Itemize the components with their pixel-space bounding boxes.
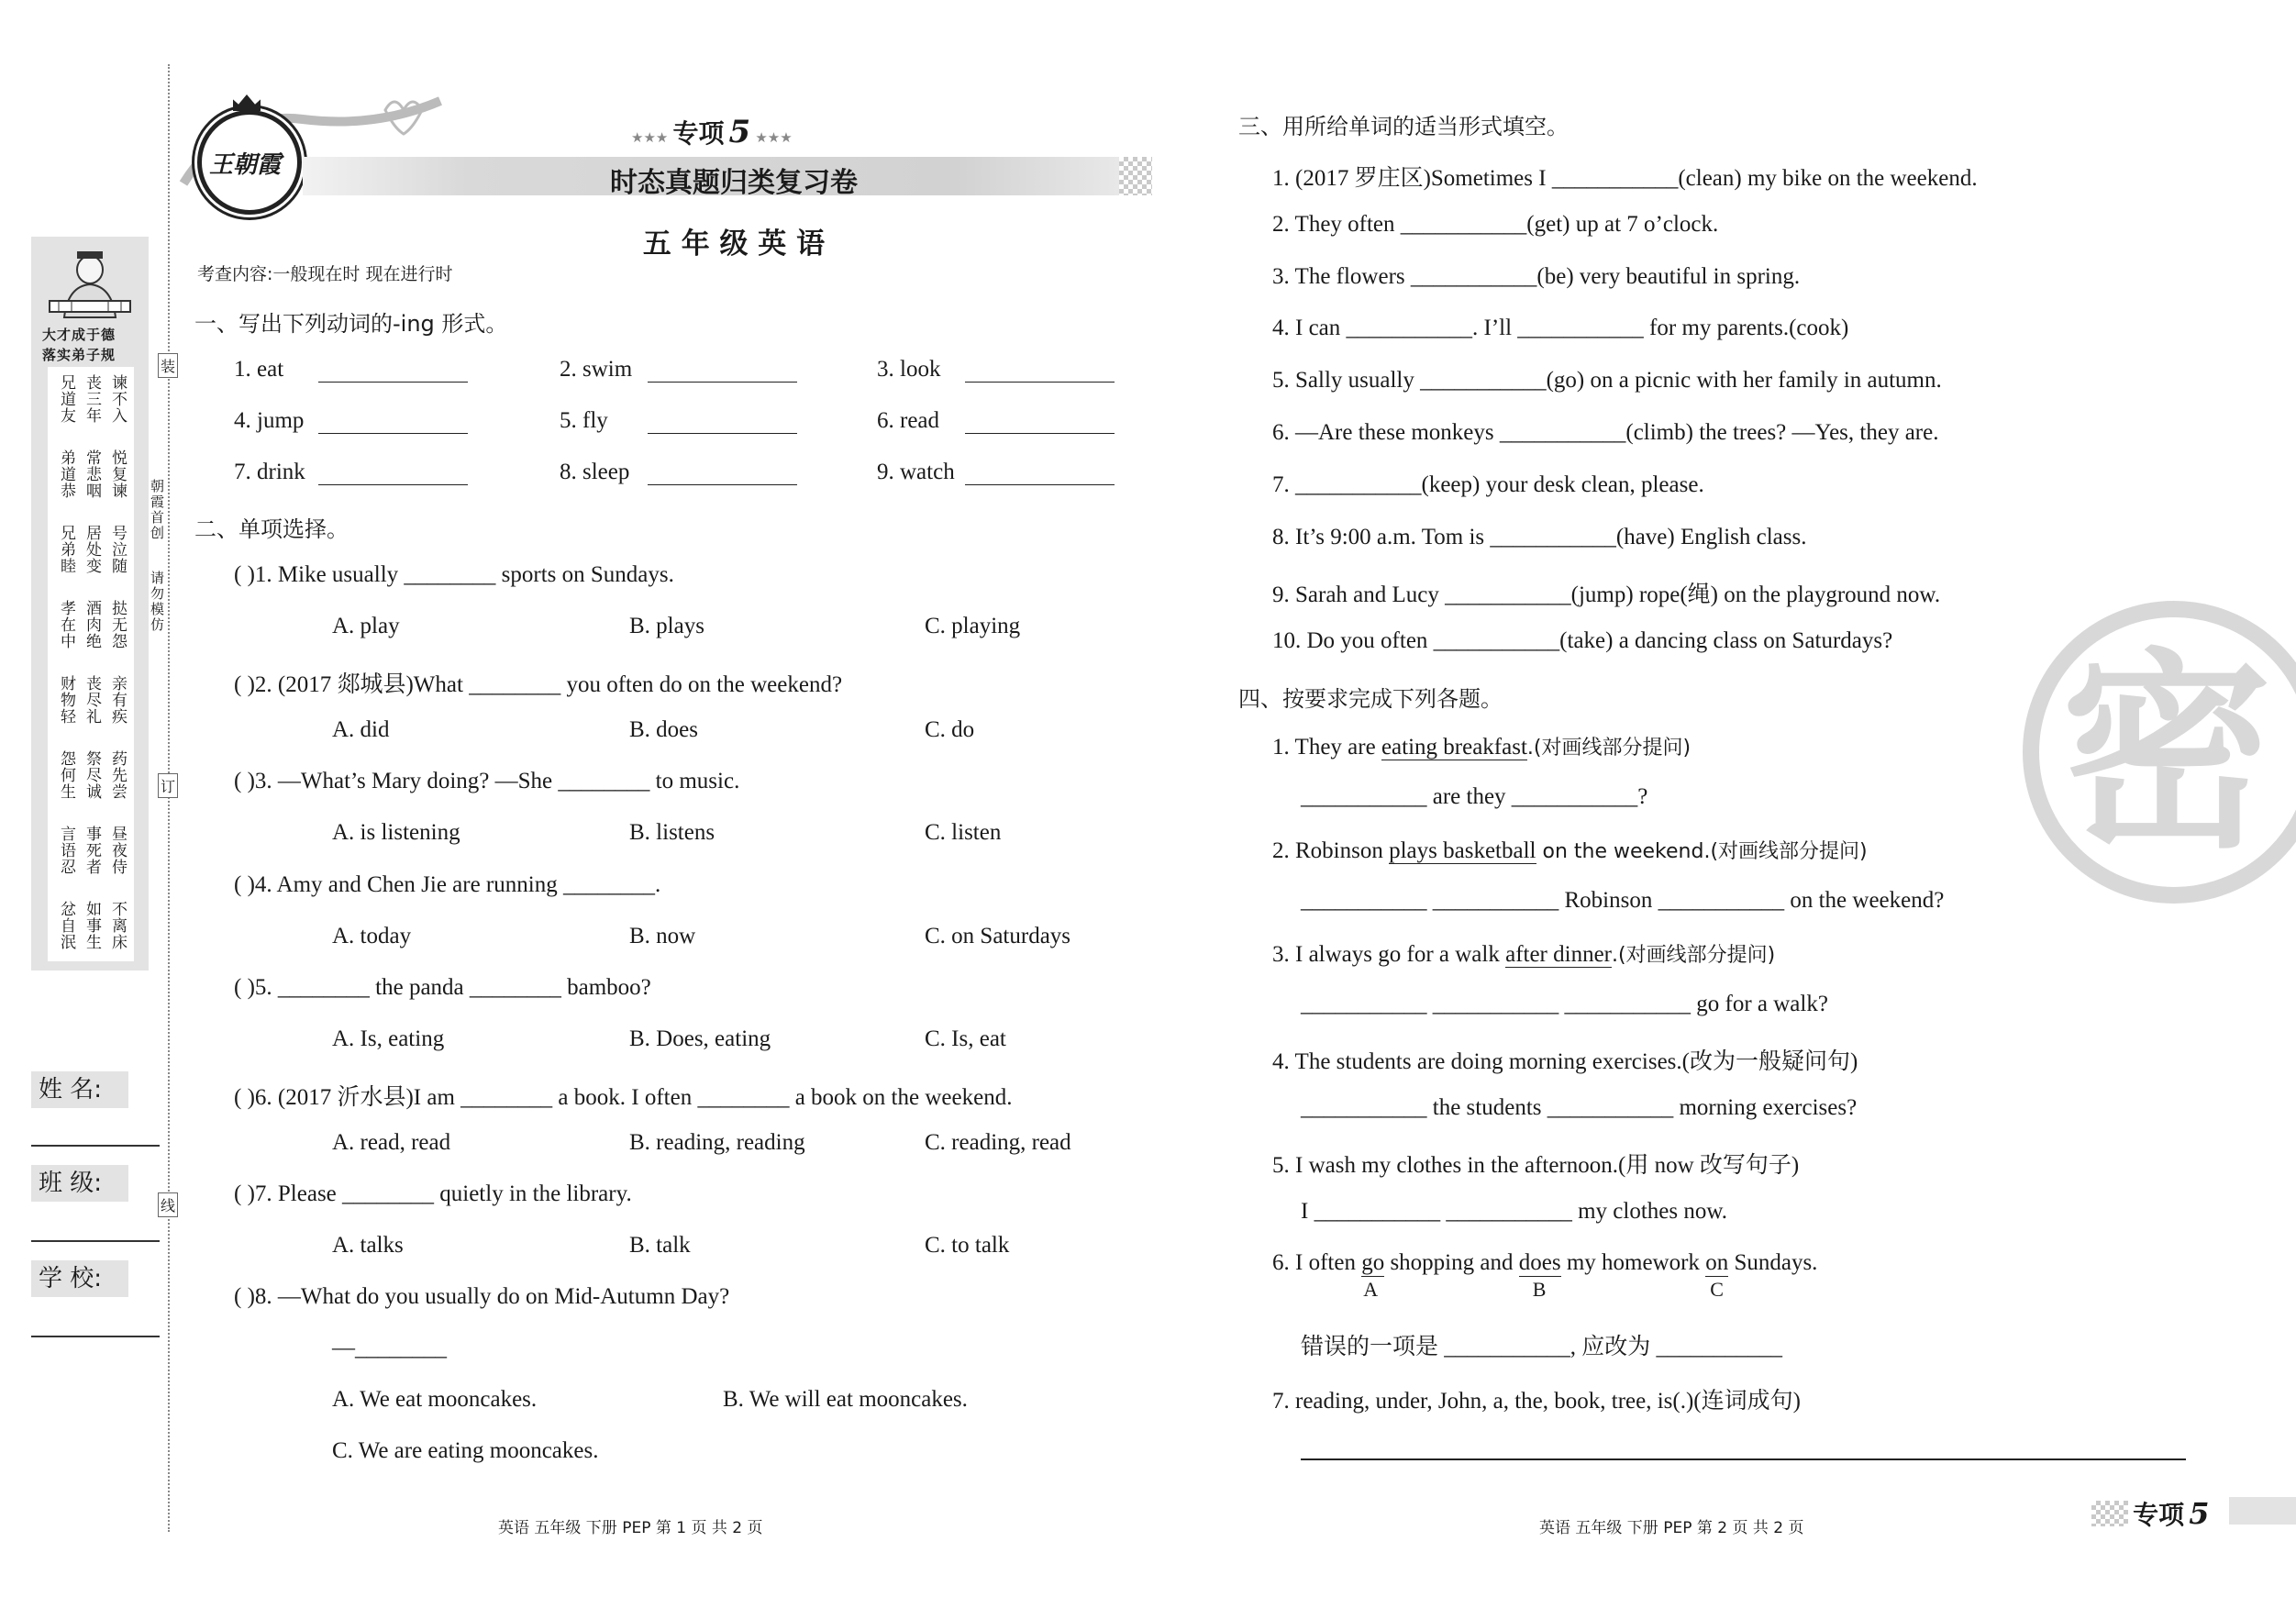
mc-option-b[interactable]: B. listens xyxy=(629,820,715,845)
s4-q6-word-b: does B xyxy=(1518,1250,1561,1301)
mc-option-c[interactable]: C. on Saturdays xyxy=(925,923,1071,948)
mc-option-a[interactable]: A. Is, eating xyxy=(332,1026,445,1051)
s4-q6-answer[interactable]: 错误的一项是 ___________, 应改为 ___________ xyxy=(1301,1335,1783,1359)
fill-blank-item[interactable]: 10. Do you often ___________(take) a dancing class on Saturdays? xyxy=(1272,628,1893,654)
mc-option-a[interactable]: A. is listening xyxy=(332,820,460,845)
ing-answer-blank[interactable] xyxy=(318,484,468,485)
copyright-note-1: 朝霞首创 xyxy=(149,479,165,541)
poem-column: 亲有疾 xyxy=(108,675,127,725)
motto-line-2: 落实弟子规 xyxy=(42,347,116,363)
ing-answer-blank[interactable] xyxy=(965,484,1115,485)
ing-answer-blank[interactable] xyxy=(318,433,468,434)
footer-tag xyxy=(2091,1495,2209,1532)
mc-option-a[interactable]: A. read, read xyxy=(332,1129,451,1155)
footer-right: 英语 五年级 下册 PEP 第 2 页 共 2 页 xyxy=(1539,1519,1804,1537)
poem-column: 居处变 xyxy=(83,525,101,574)
s4-q3: 3. I always go for a walk after dinner.(对画线部分提问) xyxy=(1272,942,1776,967)
poem-column: 号泣随 xyxy=(108,525,127,574)
ing-item-label: 8. sleep xyxy=(560,460,630,484)
s4-q6: 6. I often go A shopping and does B my homework on C Sundays. xyxy=(1272,1250,1818,1301)
fill-blank-item[interactable]: 4. I can ___________. I’ll ___________ for my parents.(cook) xyxy=(1272,316,1849,341)
mc-option-c[interactable]: C. do xyxy=(925,716,975,742)
mc-question-stem: ( )6. (2017 沂水县)I am ________ a book. I often ________ a book on the weekend. xyxy=(234,1084,1013,1110)
s4-q6-word-c: on C xyxy=(1705,1250,1729,1301)
mc-question-stem: ( )7. Please ________ quietly in the library. xyxy=(234,1181,632,1206)
cut-mark-mid: 订 xyxy=(158,773,178,798)
s4-q6-word-a: go A xyxy=(1361,1250,1385,1301)
ing-item-label: 7. drink xyxy=(234,460,305,484)
poem-column: 财物轻 xyxy=(57,675,75,725)
school-label: 学 校: xyxy=(31,1260,128,1297)
poem-column: 弟道恭 xyxy=(57,449,75,499)
mc-option-b[interactable]: B. Does, eating xyxy=(629,1026,771,1051)
q8-option-b[interactable]: B. We will eat mooncakes. xyxy=(723,1387,968,1412)
mc-question-stem: ( )5. ________ the panda ________ bamboo? xyxy=(234,975,651,1000)
class-label: 班 级: xyxy=(31,1165,128,1202)
s4-q3-answer[interactable]: ___________ ___________ ___________ go for a walk? xyxy=(1301,992,1828,1016)
class-field[interactable] xyxy=(31,1240,160,1242)
mc-option-c[interactable]: C. listen xyxy=(925,820,1002,845)
poem-column: 事死者 xyxy=(83,826,101,875)
fill-blank-item[interactable]: 8. It’s 9:00 a.m. Tom is ___________(have) English class. xyxy=(1272,524,1807,549)
poem-column: 悦复谏 xyxy=(108,449,127,499)
watermark-seal xyxy=(2023,601,2296,904)
banner-pattern xyxy=(1119,157,1152,195)
watermark-glyph: 密 xyxy=(2061,632,2273,877)
mc-option-b[interactable]: B. reading, reading xyxy=(629,1129,805,1155)
stars-right-icon: ★★★ xyxy=(755,129,793,146)
poem-column: 挞无怨 xyxy=(108,600,127,649)
mc-question-stem: ( )1. Mike usually ________ sports on Sundays. xyxy=(234,562,674,587)
stars-left-icon: ★★★ xyxy=(631,129,669,146)
ing-answer-blank[interactable] xyxy=(318,382,468,383)
mc-option-b[interactable]: B. does xyxy=(629,716,698,742)
ing-answer-blank[interactable] xyxy=(965,433,1115,434)
s4-q2: 2. Robinson plays basketball on the weekend.(对画线部分提问) xyxy=(1272,838,1868,863)
section3-heading: 三、用所给单词的适当形式填空。 xyxy=(1238,114,1569,139)
footer-tag-pattern xyxy=(2091,1501,2128,1526)
mc-question-stem: ( )3. —What’s Mary doing? —She ________ to music. xyxy=(234,769,740,793)
brand-logo xyxy=(197,110,302,215)
s4-q2-answer[interactable]: ___________ ___________ Robinson ___________ on the weekend? xyxy=(1301,888,1945,913)
footer-left: 英语 五年级 下册 PEP 第 1 页 共 2 页 xyxy=(498,1519,763,1537)
school-field[interactable] xyxy=(31,1336,160,1337)
poem-column: 药先尝 xyxy=(108,750,127,800)
s4-q1: 1. They are eating breakfast.(对画线部分提问) xyxy=(1272,735,1691,760)
scholar-figure-icon xyxy=(31,244,149,327)
mc-question-stem: ( )4. Amy and Chen Jie are running ________. xyxy=(234,871,661,897)
poem-column: 兄道友 xyxy=(57,374,75,424)
poem-column: 不离床 xyxy=(108,901,127,950)
mc-option-a[interactable]: A. play xyxy=(332,614,400,638)
s4-q2-underlined: plays basketball xyxy=(1389,838,1536,863)
fill-blank-item[interactable]: 3. The flowers ___________(be) very beautiful in spring. xyxy=(1272,263,1801,289)
poem-column: 如事生 xyxy=(83,901,101,950)
s4-q4-answer[interactable]: ___________ the students ___________ morning exercises? xyxy=(1301,1095,1858,1120)
mc-option-b[interactable]: B. now xyxy=(629,923,696,948)
ing-answer-blank[interactable] xyxy=(648,433,797,434)
poem-column: 昼夜侍 xyxy=(108,826,127,875)
ing-item-label: 9. watch xyxy=(877,460,955,484)
copyright-note-2: 请勿模仿 xyxy=(149,571,165,633)
footer-tag-label: 专项 xyxy=(2133,1500,2185,1530)
ing-item-label: 3. look xyxy=(877,357,941,382)
s4-q3-underlined: after dinner xyxy=(1505,942,1612,967)
poem-column: 常悲咽 xyxy=(83,449,101,499)
fill-blank-item[interactable]: 7. ___________(keep) your desk clean, please. xyxy=(1272,471,1704,497)
ing-item-label: 5. fly xyxy=(560,408,608,433)
s4-q1-answer[interactable]: ___________ are they ___________? xyxy=(1301,784,1648,809)
ing-answer-blank[interactable] xyxy=(648,484,797,485)
mc-option-c[interactable]: C. playing xyxy=(925,614,1021,638)
section1-heading: 一、写出下列动词的-ing 形式。 xyxy=(194,311,508,337)
mc-option-a[interactable]: A. today xyxy=(332,923,412,948)
poem-column: 酒肉绝 xyxy=(83,600,101,649)
section2-heading: 二、单项选择。 xyxy=(194,516,349,542)
fill-blank-item[interactable]: 5. Sally usually ___________(go) on a picnic with her family in autumn. xyxy=(1272,368,1942,394)
poem-column: 言语忍 xyxy=(57,826,75,875)
poem-column: 孝在中 xyxy=(57,600,75,649)
page-title: 时态真题归类复习卷 xyxy=(610,167,858,199)
poem-column: 丧三年 xyxy=(83,374,101,424)
name-label: 姓 名: xyxy=(31,1071,128,1108)
s4-q7: 7. reading, under, John, a, the, book, tree, is(.)(连词成句) xyxy=(1272,1389,1801,1414)
logo-text: 王朝霞 xyxy=(209,151,282,179)
binding-dotted-line xyxy=(168,64,170,1532)
mc-option-c[interactable]: C. to talk xyxy=(925,1233,1010,1258)
mc-option-c[interactable]: C. reading, read xyxy=(925,1129,1071,1155)
s4-q5-answer[interactable]: I ___________ ___________ my clothes now. xyxy=(1301,1199,1728,1224)
s4-q5: 5. I wash my clothes in the afternoon.(用 now 改写句子) xyxy=(1272,1153,1800,1178)
cut-mark-bottom: 线 xyxy=(158,1192,178,1217)
mc-option-c[interactable]: C. Is, eat xyxy=(925,1026,1006,1051)
name-field[interactable] xyxy=(31,1145,160,1147)
poem-column: 忿自泯 xyxy=(57,901,75,950)
poem-column: 谏不入 xyxy=(108,374,127,424)
section4-heading: 四、按要求完成下列各题。 xyxy=(1238,686,1503,712)
special-badge xyxy=(631,114,793,150)
subject-title: 五 年 级 英 语 xyxy=(642,227,826,261)
poem-column: 丧尽礼 xyxy=(83,675,101,725)
q8-answer-line[interactable]: —________ xyxy=(332,1336,447,1360)
s4-q7-answer-line[interactable] xyxy=(1301,1458,2186,1460)
poem-column: 怨何生 xyxy=(57,750,75,800)
s4-q1-underlined: eating breakfast xyxy=(1381,735,1527,760)
special-number: 5 xyxy=(728,114,751,150)
ing-item-label: 6. read xyxy=(877,408,940,433)
ing-answer-blank[interactable] xyxy=(965,382,1115,383)
footer-tag-bar xyxy=(2229,1497,2296,1525)
q8-option-c[interactable]: C. We are eating mooncakes. xyxy=(332,1438,599,1463)
q8-option-a[interactable]: A. We eat mooncakes. xyxy=(332,1387,538,1412)
s4-q4: 4. The students are doing morning exercises.(改为一般疑问句) xyxy=(1272,1049,1858,1074)
poem-column: 兄弟睦 xyxy=(57,525,75,574)
fill-blank-item[interactable]: 1. (2017 罗庄区)Sometimes I ___________(clean) my bike on the weekend. xyxy=(1272,166,1978,191)
q8-stem: ( )8. —What do you usually do on Mid-Autumn Day? xyxy=(234,1284,730,1309)
fill-blank-item[interactable]: 6. —Are these monkeys ___________(climb) the trees? —Yes, they are. xyxy=(1272,420,1939,445)
mc-question-stem: ( )2. (2017 郯城县)What ________ you often do on the weekend? xyxy=(234,671,843,697)
mc-option-a[interactable]: A. did xyxy=(332,716,390,742)
ing-answer-blank[interactable] xyxy=(648,382,797,383)
mc-option-b[interactable]: B. talk xyxy=(629,1233,691,1258)
mc-option-b[interactable]: B. plays xyxy=(629,614,704,638)
ing-item-label: 1. eat xyxy=(234,357,284,382)
mc-option-a[interactable]: A. talks xyxy=(332,1233,404,1258)
fill-blank-item[interactable]: 9. Sarah and Lucy ___________(jump) rope(绳) on the playground now. xyxy=(1272,582,1941,608)
ing-item-label: 4. jump xyxy=(234,408,305,433)
special-label: 专项 xyxy=(672,118,725,149)
poem-column: 祭尽诚 xyxy=(83,750,101,800)
footer-tag-number: 5 xyxy=(2189,1496,2210,1531)
motto-line-1: 大才成于德 xyxy=(42,327,116,343)
fill-blank-item[interactable]: 2. They often ___________(get) up at 7 o’clock. xyxy=(1272,211,1719,237)
cut-mark-top: 装 xyxy=(158,353,178,378)
exam-scope: 考查内容:一般现在时 现在进行时 xyxy=(197,264,453,284)
ing-item-label: 2. swim xyxy=(560,357,633,382)
